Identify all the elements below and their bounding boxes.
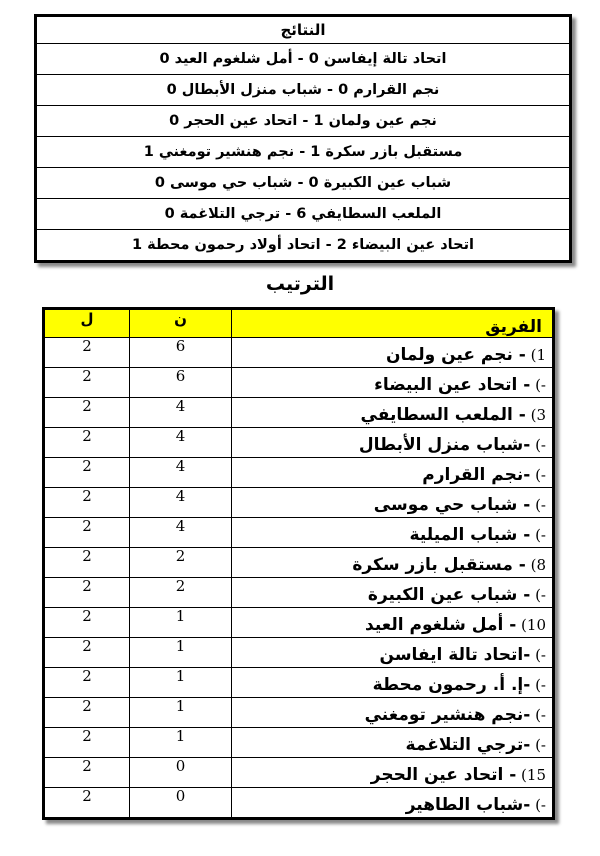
team-cell [232,728,553,758]
table-row [45,638,553,668]
played-cell: 2 [45,638,130,668]
match-result: مستقبل بازر سكرة 1 - نجم هنشير تومغني 1 [37,137,569,168]
team-name: - الملعب السطايفي [360,405,526,425]
team-name: - شباب حي موسى [373,495,531,515]
points-header: ن [130,310,232,338]
rank-label: -) [530,376,546,394]
rank-label: -) [530,796,546,814]
match-result: نجم عين ولمان 1 - اتحاد عين الحجر 0 [37,106,569,137]
results-box [34,14,572,263]
rank-label: -) [530,676,546,694]
team-cell [232,428,553,458]
team-cell [232,758,553,788]
points-cell: 1 [130,698,232,728]
team-cell [232,398,553,428]
match-result: شباب عين الكبيرة 0 - شباب حي موسى 0 [37,168,569,199]
played-cell: 2 [45,488,130,518]
played-cell: 2 [45,458,130,488]
rank-label: -) [530,586,546,604]
played-cell: 2 [45,788,130,818]
team-header: الفريق [232,310,553,338]
team-cell [232,788,553,818]
team-cell [232,638,553,668]
played-cell: 2 [45,668,130,698]
rank-label: 10) [516,616,546,634]
standings-title: الترتيب [265,273,335,295]
team-name: -نجم القرارم [422,465,531,485]
results-title: النتائج [37,17,569,44]
points-cell: 0 [130,788,232,818]
team-name: - نجم عين ولمان [385,345,526,365]
table-row [45,488,553,518]
team-cell [232,338,553,368]
team-cell [232,578,553,608]
team-cell [232,608,553,638]
team-name: -إ. أ. رحمون محطة [372,675,531,695]
table-row [45,548,553,578]
played-cell: 2 [45,548,130,578]
rank-label: -) [530,736,546,754]
team-name: - مستقبل بازر سكرة [352,555,526,575]
played-cell: 2 [45,428,130,458]
points-cell: 1 [130,668,232,698]
played-cell: 2 [45,578,130,608]
match-result: نجم القرارم 0 - شباب منزل الأبطال 0 [37,75,569,106]
points-cell: 4 [130,488,232,518]
table-row [45,758,553,788]
team-cell [232,698,553,728]
played-cell: 2 [45,518,130,548]
table-row [45,578,553,608]
team-name: -نجم هنشير تومغني [364,705,531,725]
played-cell: 2 [45,398,130,428]
match-result: اتحاد تالة إيفاسن 0 - أمل شلغوم العيد 0 [37,44,569,75]
team-cell [232,548,553,578]
played-cell: 2 [45,758,130,788]
rank-label: -) [530,526,546,544]
rank-label: -) [530,436,546,454]
match-result: الملعب السطايفي 6 - ترجي التلاغمة 0 [37,199,569,230]
table-row [45,398,553,428]
rank-label: 8) [525,556,546,574]
played-cell: 2 [45,338,130,368]
played-cell: 2 [45,728,130,758]
rank-label: -) [530,706,546,724]
team-name: - شباب الميلية [409,525,531,545]
team-name: - أمل شلغوم العيد [365,615,517,635]
points-cell: 4 [130,398,232,428]
team-name: - شباب عين الكبيرة [367,585,531,605]
points-cell: 1 [130,728,232,758]
played-header: ل [45,310,130,338]
table-header-row [45,310,553,338]
team-cell [232,458,553,488]
rank-label: -) [530,466,546,484]
points-cell: 0 [130,758,232,788]
points-cell: 4 [130,458,232,488]
table-row [45,368,553,398]
played-cell: 2 [45,608,130,638]
team-name: -اتحاد تالة ايفاسن [379,645,531,665]
table-row [45,788,553,818]
rank-label: -) [530,496,546,514]
rank-label: 3) [525,406,546,424]
team-name: -شباب منزل الأبطال [358,435,531,455]
points-cell: 6 [130,338,232,368]
table-row [45,728,553,758]
team-name: -شباب الطاهير [405,795,531,815]
points-cell: 1 [130,638,232,668]
points-cell: 2 [130,548,232,578]
match-result: اتحاد عين البيضاء 2 - اتحاد أولاد رحمون محطة 1 [132,237,474,253]
table-row [45,338,553,368]
table-row [45,698,553,728]
team-cell [232,488,553,518]
points-cell: 2 [130,578,232,608]
table-row [45,518,553,548]
played-cell: 2 [45,698,130,728]
table-row [45,668,553,698]
team-cell [232,668,553,698]
table-row [45,428,553,458]
team-name: - اتحاد عين البيضاء [374,375,531,395]
table-row [45,458,553,488]
team-cell [232,368,553,398]
played-cell: 2 [45,368,130,398]
team-name: -ترجي التلاغمة [405,735,531,755]
rank-label: -) [530,646,546,664]
rank-label: 1) [525,346,546,364]
rank-label: 15) [516,766,546,784]
points-cell: 4 [130,428,232,458]
points-cell: 1 [130,608,232,638]
team-cell [232,518,553,548]
points-cell: 6 [130,368,232,398]
team-name: - اتحاد عين الحجر [370,765,517,785]
standings-table [42,307,555,820]
table-row [45,608,553,638]
points-cell: 4 [130,518,232,548]
